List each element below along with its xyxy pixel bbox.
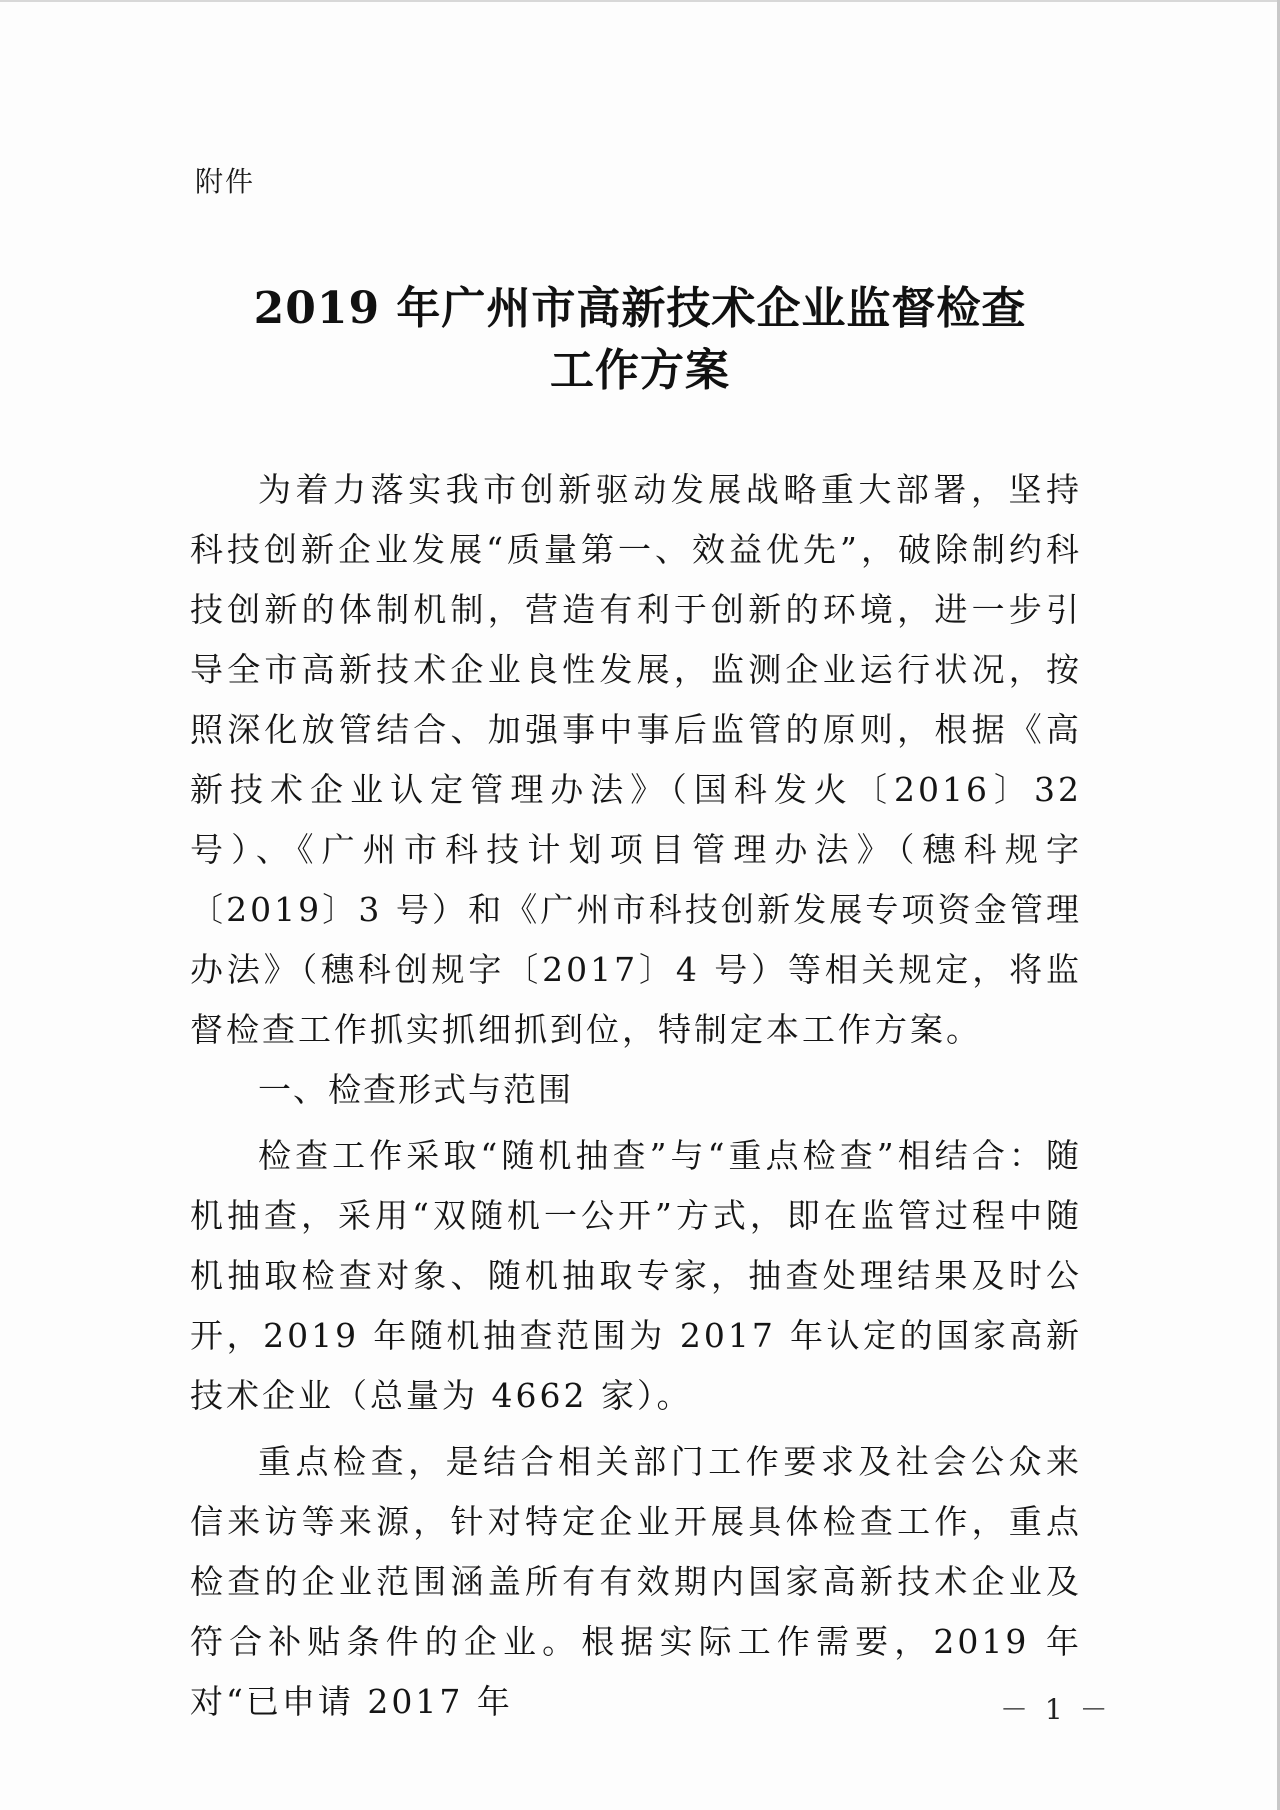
scan-edge-top	[0, 0, 1280, 2]
document-title	[150, 278, 1130, 402]
paragraph-key-check: 重点检查，是结合相关部门工作要求及社会公众来信来访等来源，针对特定企业开展具体检查工作，重点检查的企业范围涵盖所有有效期内国家高新技术企业及符合补贴条件的企业。根据实际工作需要，2019 年对“已申请 2017 年	[190, 1442, 1082, 1721]
paragraph-random-check: 检查工作采取“随机抽查”与“重点检查”相结合：随机抽查，采用“双随机一公开”方式，即在监管过程中随机抽取检查对象、随机抽取专家，抽查处理结果及时公开，2019 年随机抽查范围为 2017 年认定的国家高新技术企业（总量为 4662 家）。	[190, 1136, 1082, 1415]
document-body	[190, 460, 1082, 1732]
title-line-2: 工作方案	[550, 345, 730, 396]
section-heading-1: 一、检查形式与范围	[258, 1070, 573, 1109]
paragraph-intro: 为着力落实我市创新驱动发展战略重大部署，坚持科技创新企业发展“质量第一、效益优先”，破除制约科技创新的体制机制，营造有利于创新的环境，进一步引导全市高新技术企业良性发展，监测企业运行状况，按照深化放管结合、加强事中事后监管的原则，根据《高新技术企业认定管理办法》（国科发火〔2016〕32 号）、《广州市科技计划项目管理办法》（穗科规字〔2019〕3 号）和《广州市科技创新发展专项资金管理办法》（穗科创规字〔2017〕4 号）等相关规定，将监督检查工作抓实抓细抓到位，特制定本工作方案。	[190, 470, 1082, 1049]
title-line-1: 2019 年广州市高新技术企业监督检查	[253, 283, 1027, 334]
attachment-label: 附件	[195, 165, 256, 198]
page-number: － 1 －	[1000, 1693, 1112, 1726]
